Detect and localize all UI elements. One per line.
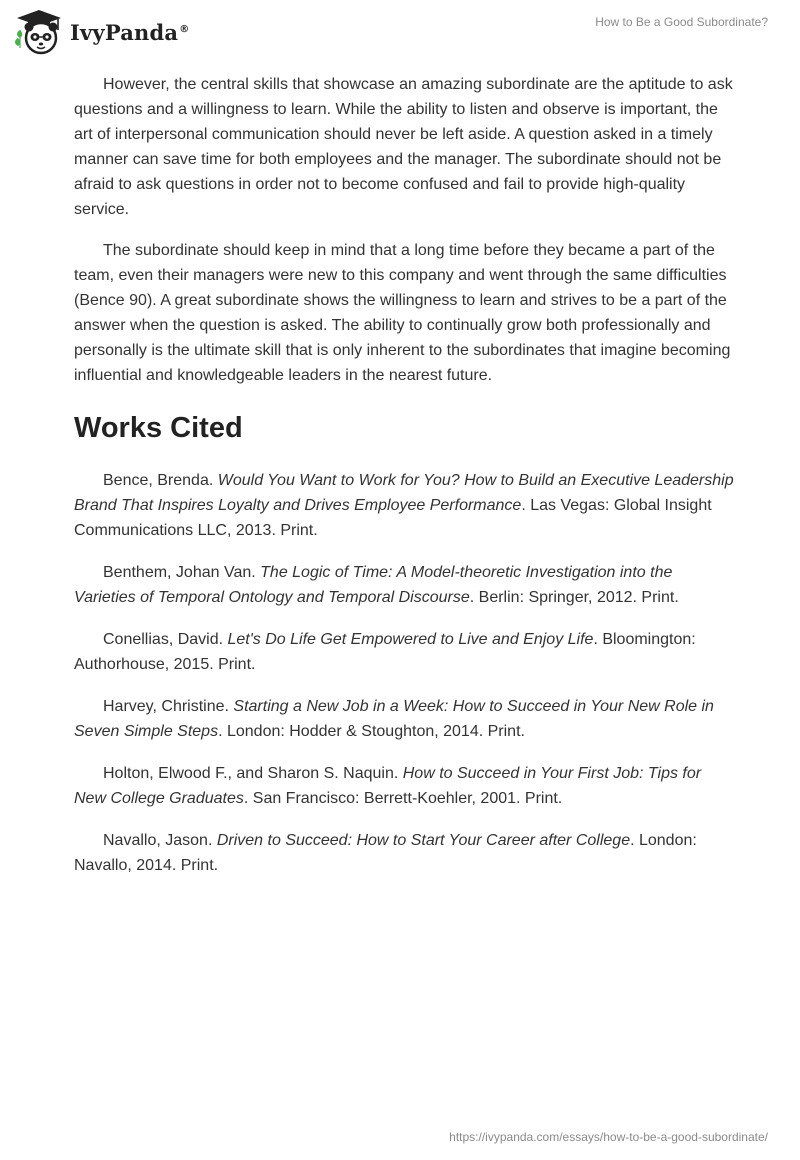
citation-entry	[74, 761, 734, 811]
citation-publication: . Berlin: Springer, 2012. Print.	[469, 589, 679, 606]
panda-graduate-icon	[14, 8, 64, 56]
body-paragraph: However, the central skills that showcase an amazing subordinate are the aptitude to ask questions and a willingness to learn. While the ability to listen and observe is important, the art of interpersonal communication should never be left aside. A question asked in a timely manner can save time for both employees and the manager. The subordinate should not be afraid to ask questions in order not to become confused and fail to provide high-quality service.	[74, 76, 733, 218]
citation-author: Bence, Brenda.	[103, 472, 218, 489]
page-header	[0, 0, 800, 60]
citation-publication: . Bloomington: Authorhouse, 2015. Print.	[74, 631, 696, 673]
body-paragraph: The subordinate should keep in mind that a long time before they became a part of the team, even their managers were new to this company and went through the same difficulties (Bence 90). A great subordinate shows the willingness to learn and strives to be a part of the answer when the question is asked. The ability to continually grow both professionally and personally is the ultimate skill that is only inherent to the subordinates that imagine becoming influential and knowledgeable leaders in the nearest future.	[74, 242, 731, 384]
registered-mark: ®	[179, 23, 190, 35]
citation-title: The Logic of Time: A Model-theoretic Investigation into the Varieties of Temporal Ontology and Temporal Discourse	[74, 564, 673, 606]
citation-author: Harvey, Christine.	[103, 698, 234, 715]
citation-publication: . London: Hodder & Stoughton, 2014. Print.	[218, 723, 525, 740]
citation-title: How to Succeed in Your First Job: Tips for New College Graduates	[74, 765, 702, 807]
ivypanda-logo[interactable]	[14, 8, 189, 56]
citation-title: Let's Do Life Get Empowered to Live and Enjoy Life	[227, 631, 594, 648]
works-cited-heading: Works Cited	[74, 412, 243, 444]
citation-author: Navallo, Jason.	[103, 832, 217, 849]
citation-entry	[74, 828, 734, 878]
citation-publication: . London: Navallo, 2014. Print.	[74, 832, 697, 874]
citation-title: Driven to Succeed: How to Start Your Career after College	[216, 832, 631, 849]
citation-author: Benthem, Johan Van.	[103, 564, 261, 581]
citation-entry	[74, 468, 734, 543]
citation-entry	[74, 560, 734, 610]
citation-entry	[74, 627, 734, 677]
source-url-link[interactable]: https://ivypanda.com/essays/how-to-be-a-good-subordinate/	[449, 1130, 768, 1144]
citation-title: Starting a New Job in a Week: How to Succeed in Your New Role in Seven Simple Steps	[74, 698, 714, 740]
citation-publication: . Las Vegas: Global Insight Communications LLC, 2013. Print.	[74, 497, 712, 539]
citation-entry	[74, 694, 734, 744]
citation-author: Conellias, David.	[103, 631, 228, 648]
citation-title: Would You Want to Work for You? How to Build an Executive Leadership Brand That Inspires Loyalty and Drives Employee Performance	[74, 472, 734, 514]
citation-author: Holton, Elwood F., and Sharon S. Naquin.	[103, 765, 403, 782]
essay-content	[74, 72, 734, 895]
brand-name: IvyPanda®	[70, 19, 190, 45]
document-title: How to Be a Good Subordinate?	[595, 15, 768, 29]
citation-publication: . San Francisco: Berrett-Koehler, 2001. Print.	[243, 790, 563, 807]
